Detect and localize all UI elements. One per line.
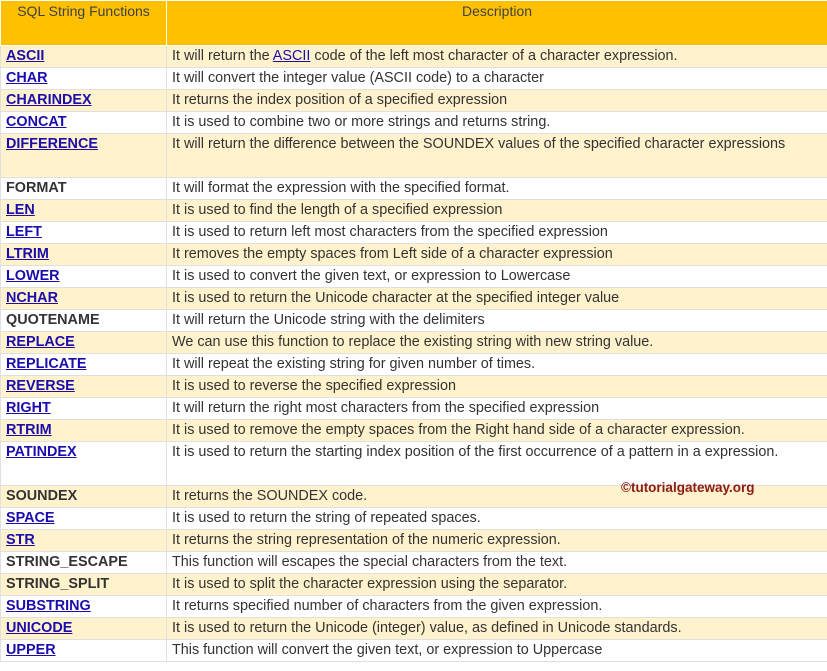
function-description-cell xyxy=(167,640,827,662)
description-text: It will return the right most characters from the specified expression xyxy=(172,400,600,416)
function-description-cell xyxy=(167,420,827,442)
function-name: SOUNDEX xyxy=(6,488,78,504)
function-link[interactable]: LEN xyxy=(6,202,35,218)
function-description-cell xyxy=(167,398,827,420)
table-row xyxy=(1,244,827,266)
function-name-cell xyxy=(1,552,167,574)
function-name-cell xyxy=(1,90,167,112)
function-name-cell xyxy=(1,442,167,486)
function-link[interactable]: REVERSE xyxy=(6,378,75,394)
function-link[interactable]: CONCAT xyxy=(6,114,67,130)
function-description-cell xyxy=(167,376,827,398)
function-name-cell xyxy=(1,376,167,398)
function-name-cell xyxy=(1,46,167,68)
description-text: It returns the SOUNDEX code. xyxy=(172,488,368,504)
table-row xyxy=(1,574,827,596)
table-row xyxy=(1,596,827,618)
header-functions: SQL String Functions xyxy=(1,1,167,46)
description-text: It is used to reverse the specified expression xyxy=(172,378,456,394)
description-text: It will return the difference between the SOUNDEX values of the specified character expressions xyxy=(172,136,786,152)
function-description-cell xyxy=(167,222,827,244)
description-text: It will return the xyxy=(172,48,273,64)
function-link[interactable]: STR xyxy=(6,532,35,548)
table-row xyxy=(1,354,827,376)
inline-ascii-link[interactable]: ASCII xyxy=(272,48,311,64)
function-description-cell xyxy=(167,354,827,376)
description-text: It returns specified number of characters from the given expression. xyxy=(172,598,603,614)
table-row xyxy=(1,68,827,90)
function-name: FORMAT xyxy=(6,180,67,196)
function-description-cell xyxy=(167,200,827,222)
function-link[interactable]: UPPER xyxy=(6,642,56,658)
table-row xyxy=(1,266,827,288)
function-name-cell xyxy=(1,244,167,266)
function-name-cell xyxy=(1,112,167,134)
table-row xyxy=(1,376,827,398)
table-row xyxy=(1,332,827,354)
function-description-cell xyxy=(167,574,827,596)
function-name: QUOTENAME xyxy=(6,312,100,328)
description-text: This function will escapes the special characters from the text. xyxy=(172,554,568,570)
function-link[interactable]: LTRIM xyxy=(6,246,49,262)
function-link[interactable]: DIFFERENCE xyxy=(6,136,98,152)
function-link[interactable]: LEFT xyxy=(6,224,42,240)
table-row xyxy=(1,442,827,486)
function-description-cell xyxy=(167,618,827,640)
function-description-cell xyxy=(167,46,827,68)
table-header-row xyxy=(1,1,827,46)
description-text: It will format the expression with the specified format. xyxy=(172,180,510,196)
function-name-cell xyxy=(1,332,167,354)
function-link[interactable]: REPLACE xyxy=(6,334,75,350)
table-row xyxy=(1,90,827,112)
table-row xyxy=(1,508,827,530)
function-name-cell xyxy=(1,398,167,420)
function-name-cell xyxy=(1,222,167,244)
function-link[interactable]: CHAR xyxy=(6,70,48,86)
function-name-cell xyxy=(1,354,167,376)
function-description-cell xyxy=(167,178,827,200)
table-row xyxy=(1,288,827,310)
function-name-cell xyxy=(1,288,167,310)
description-text: It will repeat the existing string for given number of times. xyxy=(172,356,536,372)
table-row xyxy=(1,552,827,574)
table-row xyxy=(1,420,827,442)
function-name-cell xyxy=(1,530,167,552)
header-description: Description xyxy=(167,1,827,46)
description-text: It is used to convert the given text, or expression to Lowercase xyxy=(172,268,571,284)
function-description-cell xyxy=(167,310,827,332)
function-name-cell xyxy=(1,68,167,90)
function-name-cell xyxy=(1,420,167,442)
table-row xyxy=(1,46,827,68)
function-name: STRING_SPLIT xyxy=(6,576,110,592)
table-row xyxy=(1,640,827,662)
table-row xyxy=(1,178,827,200)
table-row xyxy=(1,310,827,332)
table-body xyxy=(1,46,827,662)
function-link[interactable]: RTRIM xyxy=(6,422,52,438)
description-text: It returns the string representation of the numeric expression. xyxy=(172,532,561,548)
function-name-cell xyxy=(1,134,167,178)
function-link[interactable]: PATINDEX xyxy=(6,444,77,460)
function-description-cell xyxy=(167,112,827,134)
function-description-cell xyxy=(167,552,827,574)
function-description-cell xyxy=(167,244,827,266)
description-text: It is used to return left most characters from the specified expression xyxy=(172,224,608,240)
table-row xyxy=(1,112,827,134)
description-text: We can use this function to replace the existing string with new string value. xyxy=(172,334,654,350)
description-text: It returns the index position of a specified expression xyxy=(172,92,508,108)
table-row xyxy=(1,618,827,640)
description-text: It is used to return the starting index position of the first occurrence of a pattern in a expression. xyxy=(172,444,779,460)
function-link[interactable]: UNICODE xyxy=(6,620,73,636)
function-name-cell xyxy=(1,486,167,508)
function-name-cell xyxy=(1,640,167,662)
description-text: This function will convert the given text, or expression to Uppercase xyxy=(172,642,603,658)
description-text: It will convert the integer value (ASCII code) to a character xyxy=(172,70,544,86)
description-text: It is used to return the Unicode (integer) value, as defined in Unicode standards. xyxy=(172,620,682,636)
description-text: It is used to find the length of a specified expression xyxy=(172,202,503,218)
function-name-cell xyxy=(1,508,167,530)
description-text: It is used to combine two or more strings and returns string. xyxy=(172,114,551,130)
table-row xyxy=(1,398,827,420)
function-name-cell xyxy=(1,200,167,222)
description-text: It is used to remove the empty spaces from the Right hand side of a character expression. xyxy=(172,422,745,438)
function-link[interactable]: ASCII xyxy=(6,48,45,64)
function-description-cell xyxy=(167,266,827,288)
function-description-cell xyxy=(167,332,827,354)
function-name-cell xyxy=(1,178,167,200)
description-text: It is used to return the Unicode character at the specified integer value xyxy=(172,290,620,306)
function-description-cell xyxy=(167,596,827,618)
function-description-cell xyxy=(167,134,827,178)
function-name-cell xyxy=(1,266,167,288)
function-description-cell xyxy=(167,68,827,90)
table-row xyxy=(1,222,827,244)
function-link[interactable]: CHARINDEX xyxy=(6,92,92,108)
function-description-cell xyxy=(167,530,827,552)
description-text: It will return the Unicode string with the delimiters xyxy=(172,312,485,328)
function-name-cell xyxy=(1,596,167,618)
function-link[interactable]: RIGHT xyxy=(6,400,51,416)
table-row xyxy=(1,200,827,222)
function-description-cell xyxy=(167,442,827,486)
description-text: code of the left most character of a character expression. xyxy=(310,48,678,64)
table-row xyxy=(1,530,827,552)
function-link[interactable]: SUBSTRING xyxy=(6,598,91,614)
function-name-cell xyxy=(1,618,167,640)
function-name: STRING_ESCAPE xyxy=(6,554,128,570)
description-text: It is used to return the string of repeated spaces. xyxy=(172,510,481,526)
function-description-cell xyxy=(167,90,827,112)
watermark-text: ©tutorialgateway.org xyxy=(621,480,755,495)
function-link[interactable]: REPLICATE xyxy=(6,356,87,372)
function-description-cell xyxy=(167,508,827,530)
function-name-cell xyxy=(1,310,167,332)
function-description-cell xyxy=(167,288,827,310)
description-text: It removes the empty spaces from Left side of a character expression xyxy=(172,246,613,262)
table-row xyxy=(1,134,827,178)
function-link[interactable]: LOWER xyxy=(6,268,60,284)
description-text: It is used to split the character expression using the separator. xyxy=(172,576,568,592)
function-link[interactable]: NCHAR xyxy=(6,290,58,306)
function-name-cell xyxy=(1,574,167,596)
function-link[interactable]: SPACE xyxy=(6,510,55,526)
